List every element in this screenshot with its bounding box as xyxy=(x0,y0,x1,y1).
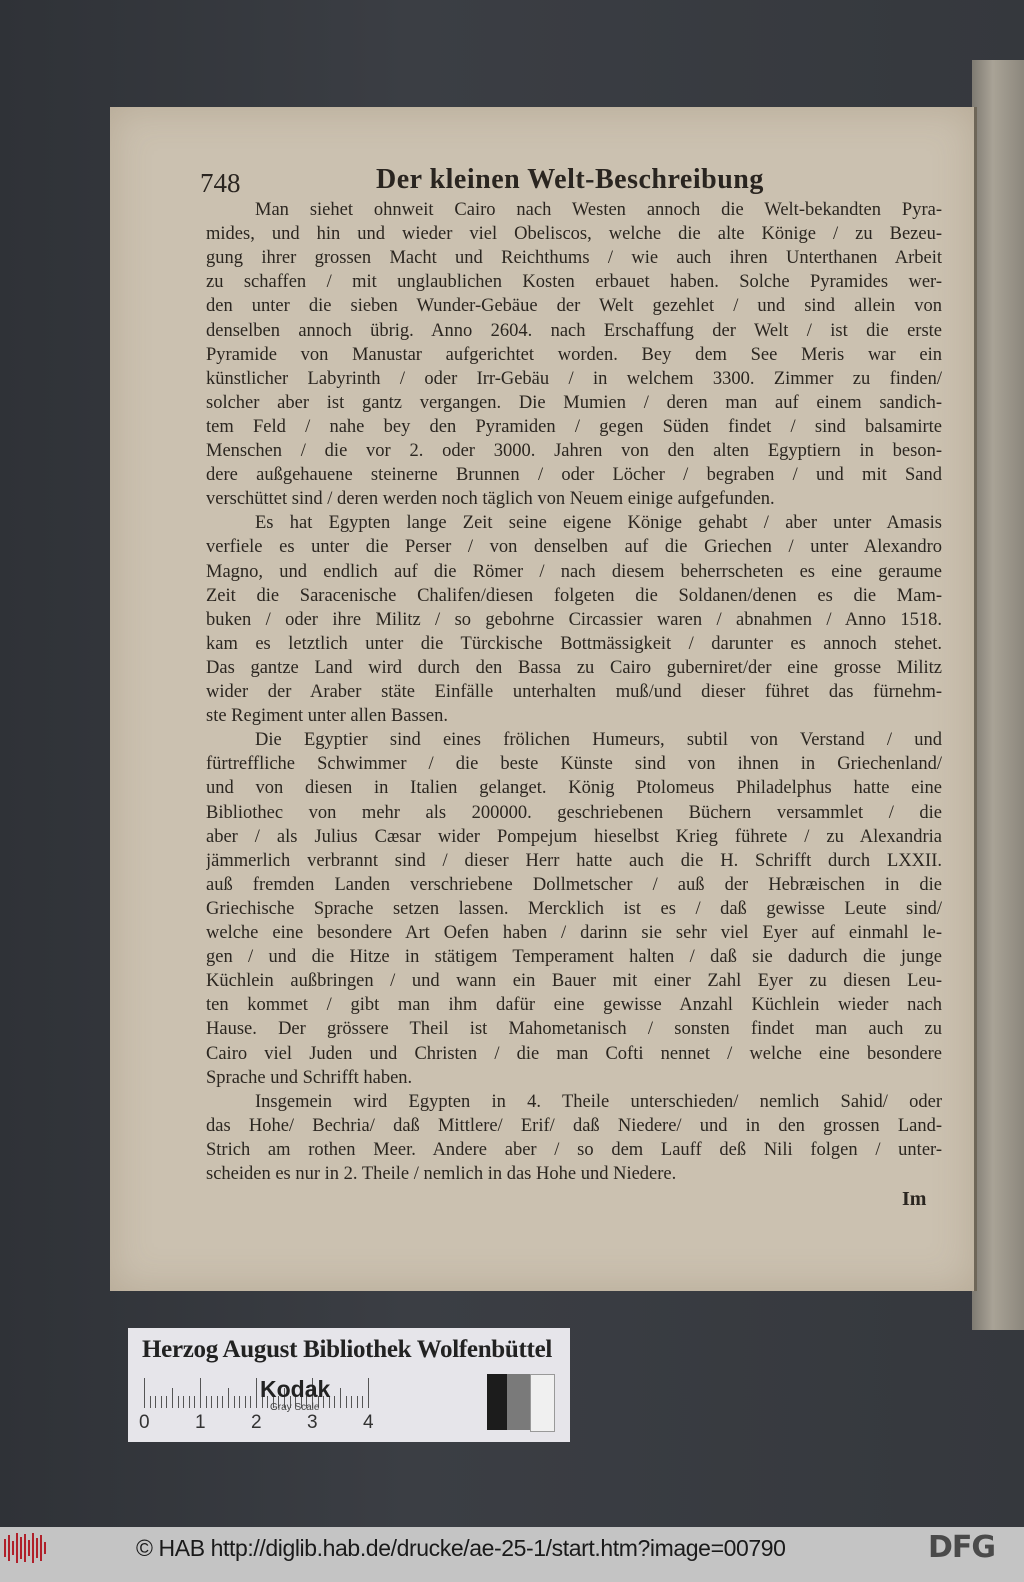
ruler-tick xyxy=(166,1396,167,1408)
ruler-tick xyxy=(362,1396,363,1408)
ruler-tick xyxy=(200,1378,201,1408)
text-line: Zeit die Saracenische Chalifen/diesen folgeten die Soldanen/denen es die Mam- xyxy=(206,585,942,606)
text-line: gen / und die Hitze in stätigem Temperament halten / daß sie dadurch die junge xyxy=(206,947,942,968)
text-line: denselben annoch übrig. Anno 2604. nach Erschaffung der Welt / ist die erste xyxy=(206,320,942,341)
ruler-tick xyxy=(194,1396,195,1408)
ruler-scale xyxy=(144,1378,374,1408)
ruler-tick xyxy=(183,1396,184,1408)
text-line: scheiden es nur in 2. Theile / nemlich in das Hohe und Niedere. xyxy=(206,1164,677,1184)
text-line: und von diesen in Italien gelanget. König Ptolomeus Philadelphus hatte eine xyxy=(206,778,942,799)
ruler-tick xyxy=(228,1388,229,1408)
swatch-gray xyxy=(507,1374,530,1430)
footer-url[interactable]: © HAB http://diglib.hab.de/drucke/ae-25-1/start.htm?image=00790 xyxy=(136,1535,786,1561)
gray-scale-label: Gray Scale xyxy=(270,1402,320,1413)
book-edge xyxy=(972,60,1024,1330)
text-line: Insgemein wird Egypten in 4. Theile unterschieden/ nemlich Sahid/ oder xyxy=(255,1091,942,1112)
text-line: kam es letztlich unter die Türckische Bottmässigkeit / darunter es annoch stehet. xyxy=(206,633,942,654)
ruler-tick xyxy=(250,1396,251,1408)
ruler-number: 4 xyxy=(363,1412,374,1433)
text-line: Griechische Sprache setzen lassen. Mercklich ist es / daß gewisse Leute sind/ xyxy=(206,898,942,919)
text-line: Man siehet ohnweit Cairo nach Westen annoch die Welt-bekandten Pyra- xyxy=(255,200,942,220)
text-line: fürtreffliche Schwimmer / die beste Künste sind von ihnen in Griechenland/ xyxy=(206,754,942,775)
ruler-tick xyxy=(217,1396,218,1408)
ruler-number: 0 xyxy=(139,1412,150,1433)
page-number: 748 xyxy=(200,168,241,198)
text-line: Cairo viel Juden und Christen / die man Cofti nennet / welche eine besondere xyxy=(206,1043,942,1064)
kodak-logo: Kodak xyxy=(260,1376,331,1402)
dfg-logo: DFG xyxy=(928,1530,996,1565)
ruler-tick xyxy=(189,1396,190,1408)
ruler-tick xyxy=(144,1378,145,1408)
ruler-number: 1 xyxy=(195,1412,206,1433)
text-line: den unter die sieben Wunder-Gebäue der Welt gezehlet / und sind allein von xyxy=(206,296,942,317)
ruler-tick xyxy=(239,1396,240,1408)
text-line: Strich am rothen Meer. Andere aber / so dem Lauff deß Nili folgen / unter- xyxy=(206,1139,942,1160)
hab-logo-icon xyxy=(4,1532,48,1564)
text-line: buken / oder ihre Militz / so gebohrne Circassier waren / abnahmen / Anno 1518. xyxy=(206,609,942,630)
text-line: künstlicher Labyrinth / oder Irr-Gebäu / in welchem 3300. Zimmer zu finden/ xyxy=(206,368,942,389)
ruler-tick xyxy=(340,1388,341,1408)
ruler-number: 2 xyxy=(251,1412,262,1433)
running-head: Der kleinen Welt-Beschreibung xyxy=(376,164,764,195)
text-line: mides, und hin und wieder viel Obeliscos, welche die alte Könige / zu Bezeu- xyxy=(206,224,942,245)
text-line: jämmerlich verbrannt sind / dieser Herr hatte auch die H. Schrifft durch LXXII. xyxy=(206,850,942,871)
ruler-tick xyxy=(234,1396,235,1408)
text-line: Hause. Der grössere Theil ist Mahometanisch / sonsten findet man auch zu xyxy=(206,1019,942,1040)
text-line: welche eine besondere Art Oefen haben / darinn sie sehr viel Eyer auf einmahl le- xyxy=(206,923,942,943)
text-line: Küchlein außbringen / und wann ein Bauer mit einer Zahl Eyer zu diesen Leu- xyxy=(206,971,942,992)
text-line: Es hat Egypten lange Zeit seine eigene Könige gehabt / aber unter Amasis xyxy=(255,513,942,534)
ruler-tick xyxy=(357,1396,358,1408)
library-name: Herzog August Bibliothek Wolfenbüttel xyxy=(142,1336,553,1363)
ruler-tick xyxy=(222,1396,223,1408)
text-line: gung ihrer grossen Macht und Reichthums / wie auch ihren Unterthanen Arbeit xyxy=(206,248,942,269)
text-line: Bibliothec von mehr als 200000. geschriebenen Büchern versammlet / die xyxy=(206,802,942,823)
ruler-tick xyxy=(245,1396,246,1408)
ruler-tick xyxy=(155,1396,156,1408)
ruler-tick xyxy=(346,1396,347,1408)
ruler-number: 3 xyxy=(307,1412,318,1433)
ruler-tick xyxy=(351,1396,352,1408)
ruler-tick xyxy=(172,1388,173,1408)
ruler-tick xyxy=(256,1378,257,1408)
text-line: auß fremden Landen verschriebene Dollmetscher / auß der Hebræischen in die xyxy=(206,874,942,895)
text-line: verfiele es unter die Perser / von denselben auf die Griechen / unter Alexandro xyxy=(206,537,942,558)
text-line: Pyramide von Manustar aufgerichtet worden. Bey dem See Meris war ein xyxy=(206,344,942,365)
ruler-tick xyxy=(178,1396,179,1408)
text-line: dere außgehauene steinerne Brunnen / oder Löcher / begraben / und mit Sand xyxy=(206,465,942,486)
ruler-tick xyxy=(334,1396,335,1408)
catchword: Im xyxy=(902,1188,927,1210)
text-line: Magno, und endlich auf die Römer / nach diesem beherrscheten es eine geraume xyxy=(206,561,942,582)
ruler-tick xyxy=(368,1378,369,1408)
text-line: das Hohe/ Bechria/ daß Mittlere/ Erif/ daß Niedere/ und in den grossen Land- xyxy=(206,1115,942,1136)
ruler-tick xyxy=(211,1396,212,1408)
text-line: wider der Araber stäte Einfälle unterhalten muß/und dieser führet das fürnehm- xyxy=(206,682,942,702)
text-line: tem Feld / nahe bey den Pyramiden / gegen Süden findet / sind balsamirte xyxy=(206,416,942,437)
swatch-black xyxy=(487,1374,507,1430)
text-line: verschüttet sind / deren werden noch täglich von Neuem einige aufgefunden. xyxy=(206,489,775,510)
swatch-white xyxy=(530,1374,555,1432)
text-line: Die Egyptier sind eines frölichen Humeurs, subtil von Verstand / und xyxy=(255,730,942,751)
text-line: Sprache und Schrifft haben. xyxy=(206,1067,413,1088)
text-line: Menschen / die vor 2. oder 3000. Jahren von den alten Egyptiern in beson- xyxy=(206,441,942,461)
text-line: aber / als Julius Cæsar wider Pompejum hieselbst Krieg führete / zu Alexandria xyxy=(206,826,942,847)
text-line: Das gantze Land wird durch den Bassa zu Cairo guberniret/der eine grosse Militz xyxy=(206,657,942,678)
text-line: zu schaffen / mit unglaublichen Kosten erbauet haben. Solche Pyramides wer- xyxy=(206,272,942,293)
ruler-tick xyxy=(150,1396,151,1408)
text-line: ste Regiment unter allen Bassen. xyxy=(206,706,448,727)
ruler-tick xyxy=(206,1396,207,1408)
text-line: ten kommet / gibt man ihm dafür eine gewisse Anzahl Küchlein wieder nach xyxy=(206,995,942,1016)
ruler-tick xyxy=(161,1396,162,1408)
text-line: solcher aber ist gantz vergangen. Die Mumien / deren man auf einem sandich- xyxy=(206,392,942,413)
